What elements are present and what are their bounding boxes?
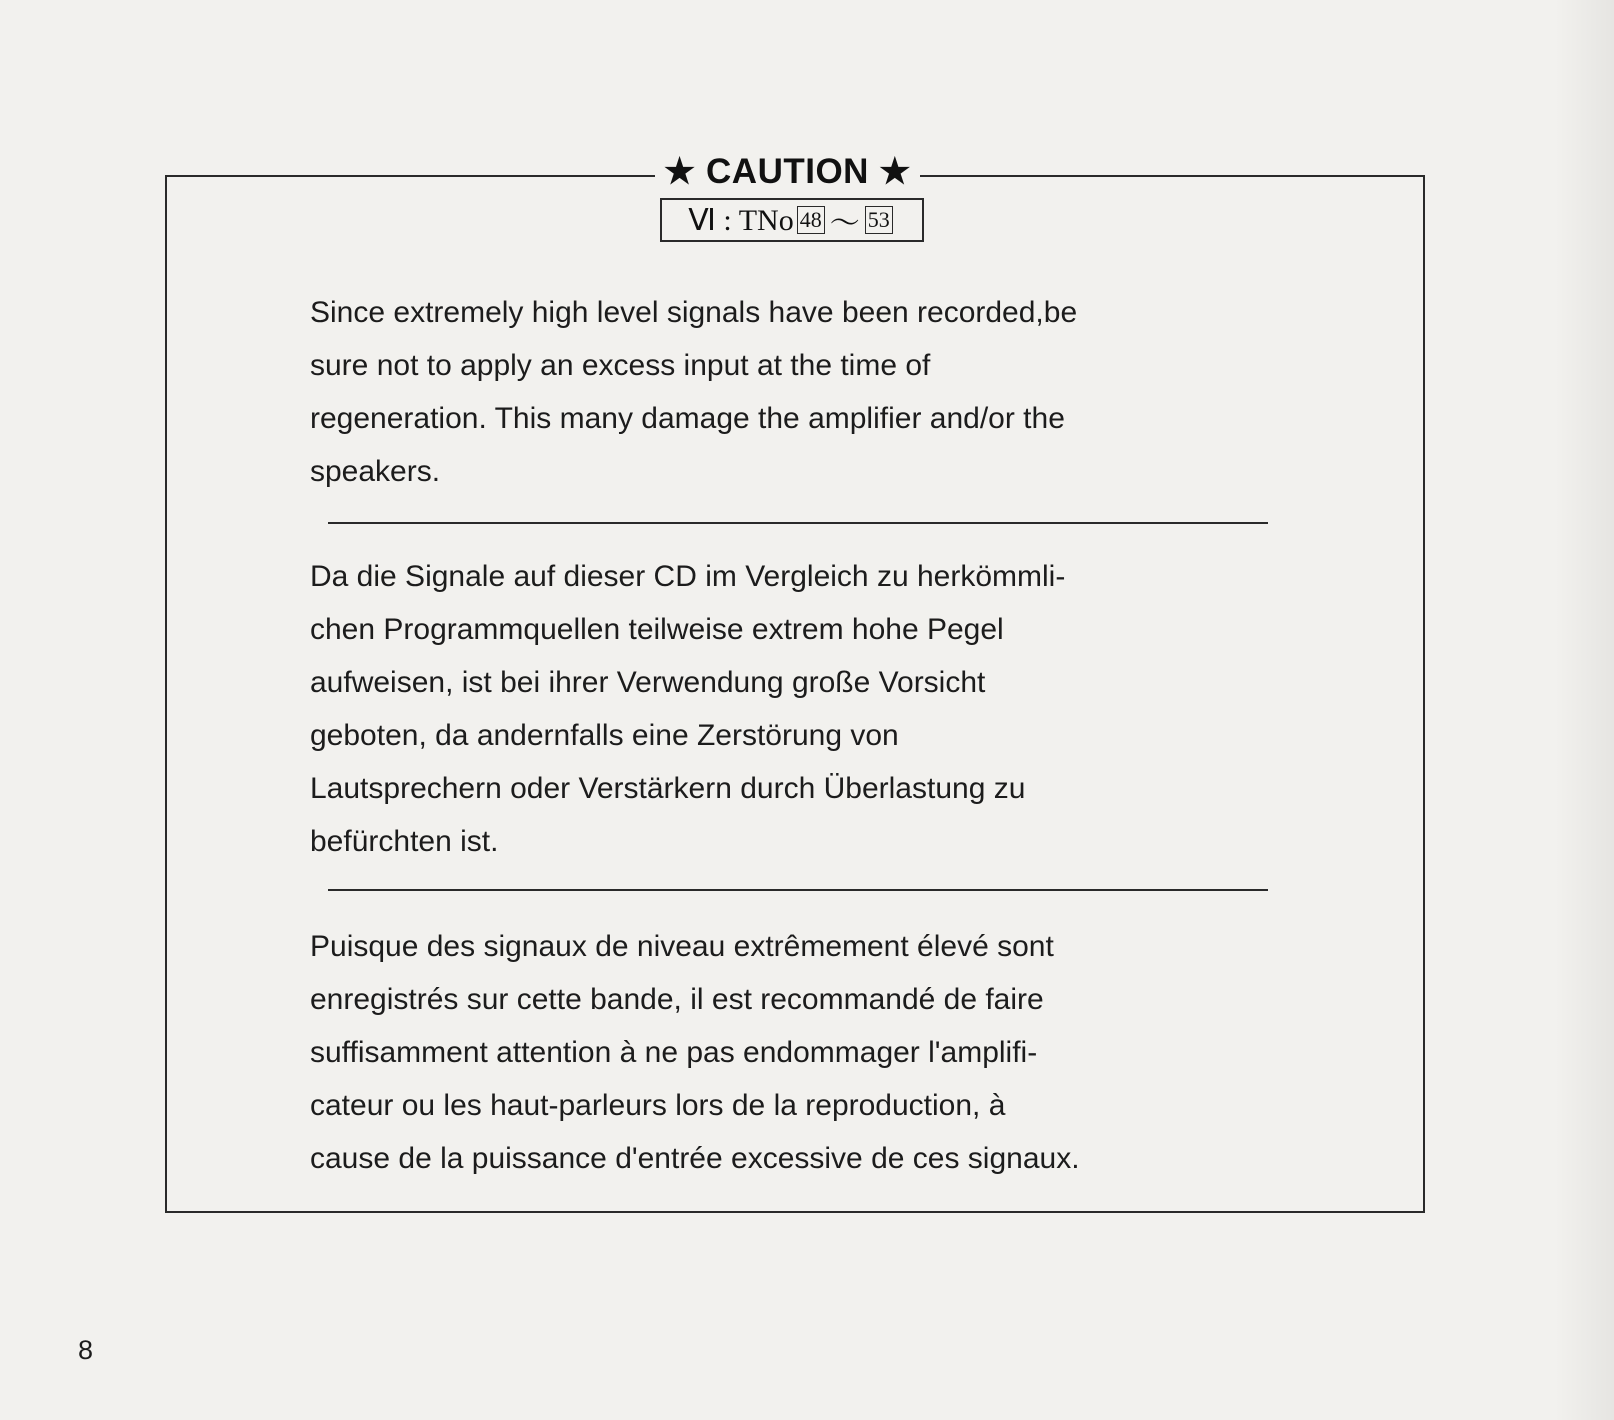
track-reference-end: 53 bbox=[865, 206, 893, 234]
section-divider bbox=[328, 889, 1268, 891]
paragraph-line: enregistrés sur cette bande, il est recommandé de faire bbox=[310, 983, 1044, 1016]
french-caution-paragraph bbox=[310, 920, 1310, 1185]
paragraph-line: chen Programmquellen teilweise extrem hohe Pegel bbox=[310, 613, 1004, 646]
paragraph-line: aufweisen, ist bei ihrer Verwendung große Vorsicht bbox=[310, 666, 986, 699]
paragraph-line: Lautsprechern oder Verstärkern durch Überlastung zu bbox=[310, 772, 1026, 805]
paragraph-line: suffisamment attention à ne pas endommager l'amplifi- bbox=[310, 1036, 1038, 1069]
page-edge-shadow bbox=[1554, 0, 1614, 1420]
track-reference-separator: ～ bbox=[829, 207, 860, 240]
paragraph-line: cause de la puissance d'entrée excessive de ces signaux. bbox=[310, 1142, 1080, 1175]
section-divider bbox=[328, 522, 1268, 524]
track-reference-start: 48 bbox=[797, 206, 825, 234]
paragraph-line: sure not to apply an excess input at the time of bbox=[310, 349, 931, 382]
paragraph-line: befürchten ist. bbox=[310, 825, 499, 858]
german-caution-paragraph bbox=[310, 550, 1310, 868]
paragraph-line: Puisque des signaux de niveau extrêmement élevé sont bbox=[310, 930, 1054, 963]
track-reference-prefix: Ⅵ : TNo bbox=[688, 203, 794, 237]
paragraph-line: Since extremely high level signals have been recorded,be bbox=[310, 296, 1078, 329]
caution-title: ★ CAUTION ★ bbox=[655, 148, 920, 196]
paragraph-line: cateur ou les haut-parleurs lors de la reproduction, à bbox=[310, 1089, 1006, 1122]
paragraph-line: geboten, da andernfalls eine Zerstörung von bbox=[310, 719, 899, 752]
english-caution-paragraph bbox=[310, 286, 1310, 498]
page-number: 8 bbox=[78, 1335, 94, 1365]
track-reference-box bbox=[660, 198, 924, 242]
paragraph-line: Da die Signale auf dieser CD im Vergleich zu herkömmli- bbox=[310, 560, 1066, 593]
paragraph-line: speakers. bbox=[310, 455, 441, 488]
paragraph-line: regeneration. This many damage the amplifier and/or the bbox=[310, 402, 1065, 435]
